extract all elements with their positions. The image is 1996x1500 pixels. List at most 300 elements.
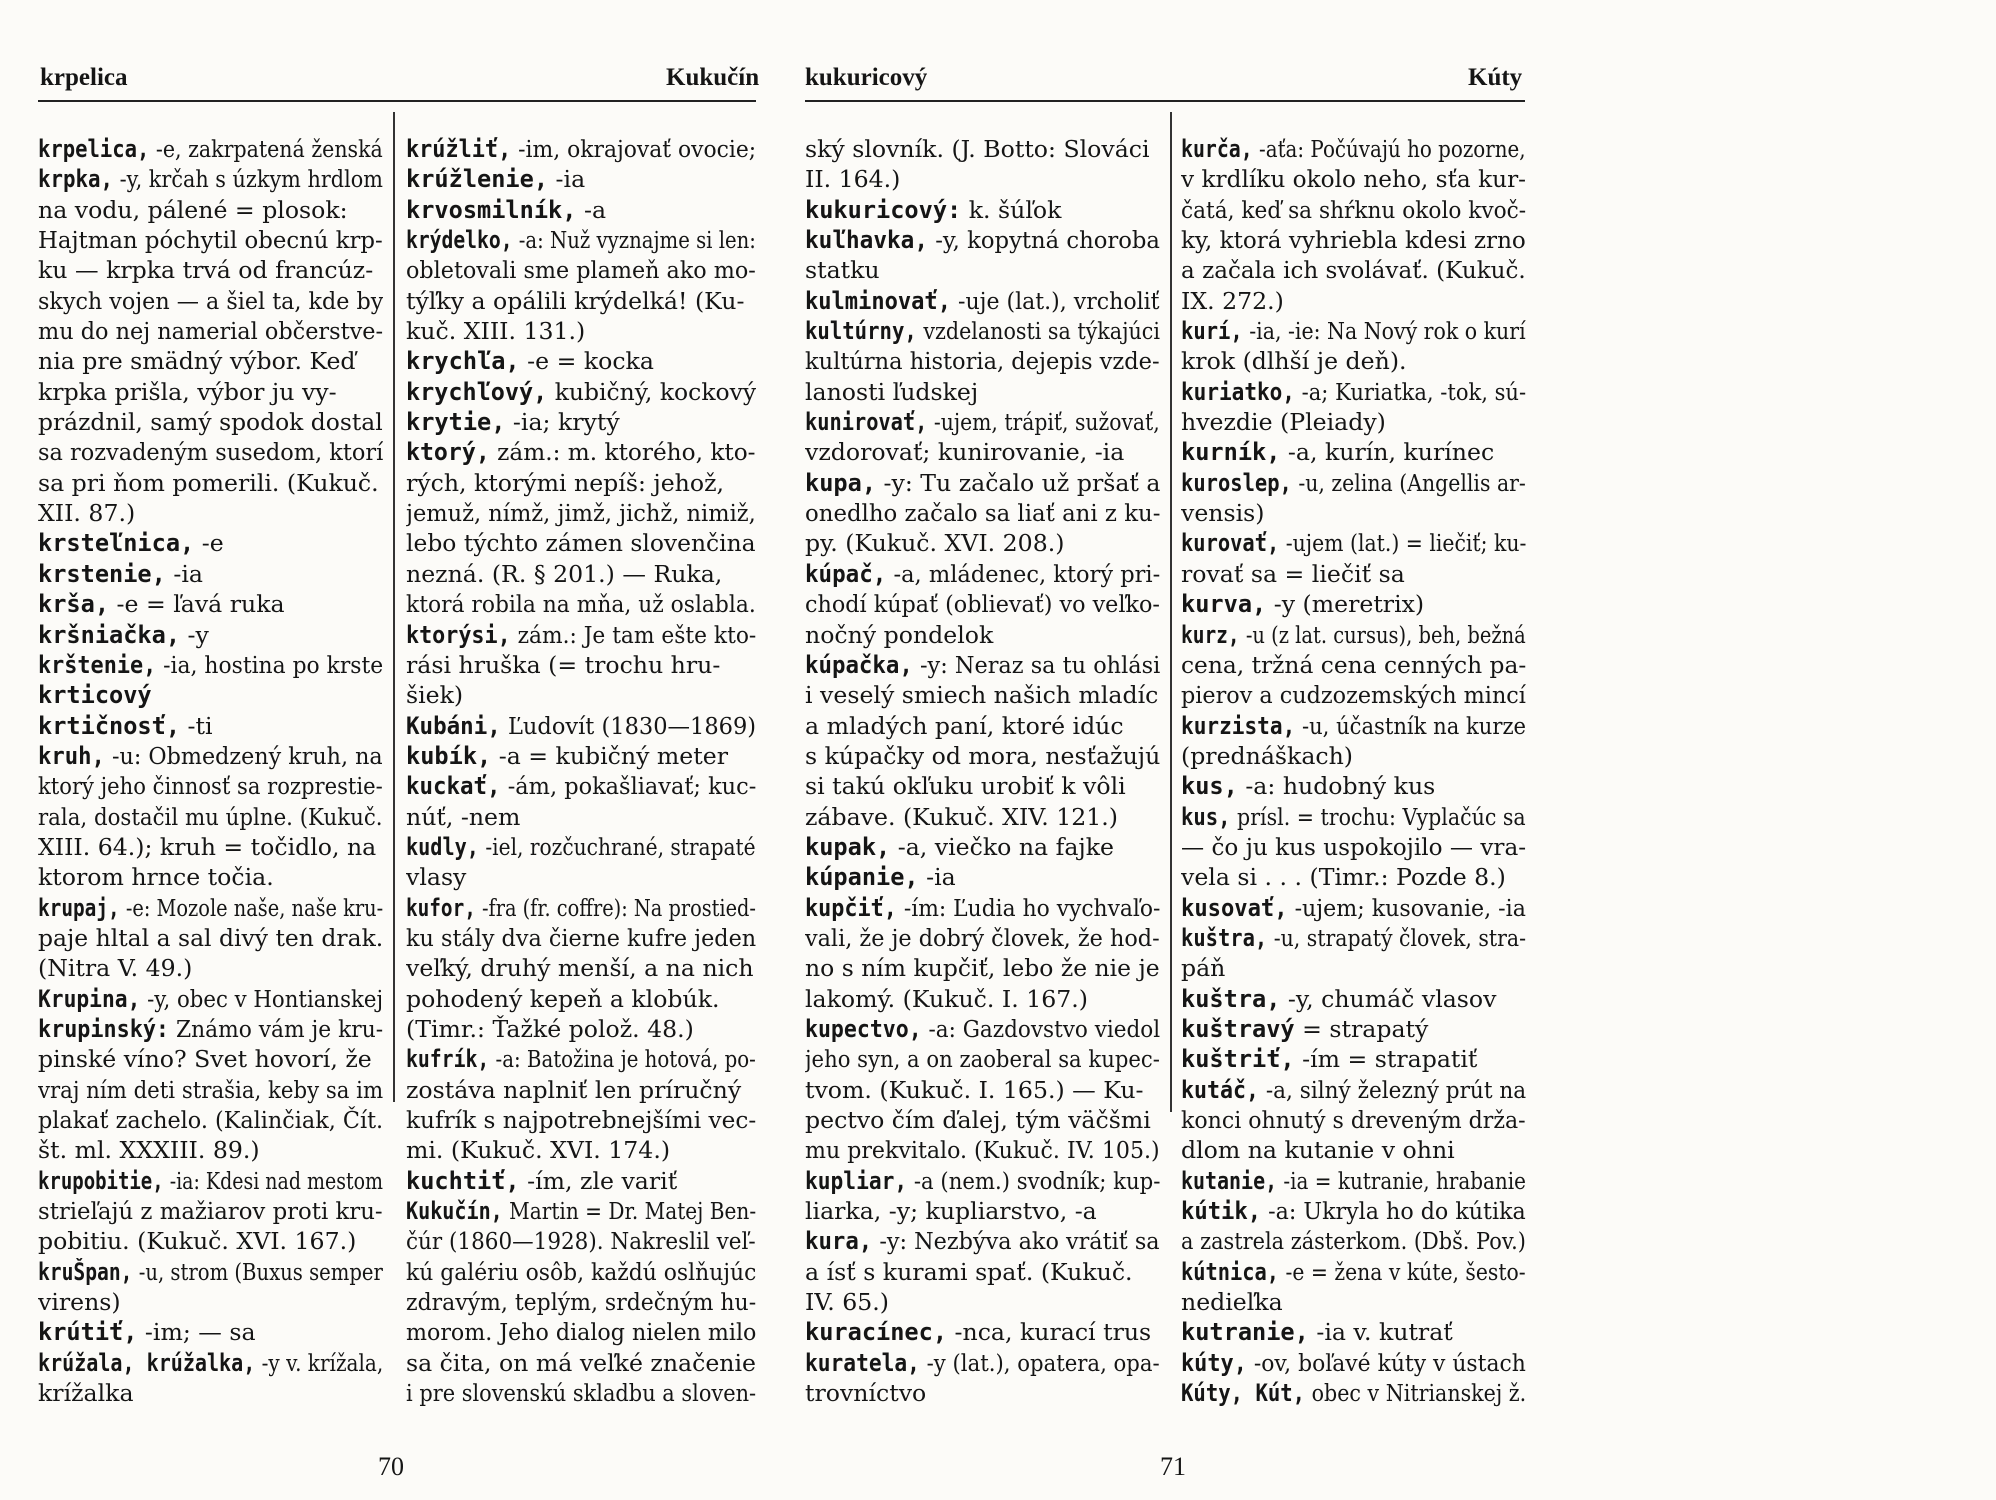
dictionary-continuation-line	[406, 1378, 756, 1408]
column-divider-right	[1170, 112, 1172, 1112]
headword: kruŠpan,	[38, 1257, 133, 1286]
dictionary-continuation-line	[38, 1075, 383, 1105]
entry-text: -y: Neraz sa tu ohlási	[912, 650, 1160, 679]
headword: kuratela,	[805, 1348, 920, 1377]
entry-text: ský slovník. (J. Botto: Slováci	[805, 135, 1150, 163]
dictionary-continuation-line	[406, 1226, 756, 1256]
dictionary-entry-line	[805, 832, 1160, 862]
dictionary-continuation-line	[805, 1196, 1160, 1226]
entry-text: -a; Kuriatka, -tok, sú-	[1294, 377, 1526, 406]
entry-text: -u, účastník na kurze	[1295, 711, 1526, 740]
dictionary-entry-line	[805, 1348, 1160, 1378]
entry-text: -uje (lat.), vrcholiť	[950, 286, 1160, 315]
entry-text: paje hltal a sal divý ten drak.	[38, 923, 383, 952]
dictionary-entry-line	[38, 1317, 383, 1347]
entry-text: statku	[805, 256, 880, 285]
dictionary-continuation-line	[805, 1075, 1160, 1105]
dictionary-entry-line	[406, 832, 756, 862]
entry-text: -u (z lat. cursus), beh, bežná	[1239, 620, 1526, 649]
entry-text: -a = kubičný meter	[491, 741, 728, 770]
entry-text: zdravým, teplým, srdečným hu-	[406, 1288, 756, 1317]
dictionary-continuation-line	[38, 346, 383, 376]
headword: krvosmilník,	[406, 195, 577, 224]
dictionary-continuation-line	[1181, 680, 1526, 710]
headword: kus,	[1181, 772, 1238, 801]
dictionary-entry-line	[38, 650, 383, 680]
dictionary-entry-line	[38, 589, 383, 619]
dictionary-continuation-line	[1181, 286, 1526, 316]
dictionary-continuation-line	[38, 407, 383, 437]
dictionary-continuation-line	[38, 802, 383, 832]
dictionary-continuation-line	[38, 1287, 383, 1317]
entry-text: prázdnil, samý spodok dostal	[38, 408, 383, 437]
dictionary-entry-line	[406, 893, 756, 923]
headword: kurník,	[1181, 438, 1281, 467]
dictionary-continuation-line	[406, 559, 756, 589]
headword: krytie,	[406, 408, 506, 437]
entry-text: -ia, hostina po krste	[156, 650, 383, 679]
entry-text: jemuž, nímž, jimž, jichž, nimiž,	[406, 499, 756, 528]
headword: kukuricový:	[805, 195, 962, 224]
dictionary-continuation-line	[805, 620, 1160, 650]
dictionary-continuation-line	[38, 832, 383, 862]
dictionary-continuation-line	[406, 1014, 756, 1044]
entry-text: nia pre smädný výbor. Keď	[38, 347, 356, 376]
dictionary-entry-line	[406, 1044, 756, 1074]
entry-text: -ia	[165, 559, 203, 588]
entry-text: -ím, zle variť	[519, 1166, 678, 1195]
entry-text: nočný pondelok	[805, 620, 994, 649]
dictionary-entry-line	[406, 437, 756, 467]
entry-text: rovať sa = liečiť sa	[1181, 559, 1405, 588]
entry-text: IV. 65.)	[805, 1288, 889, 1317]
dictionary-continuation-line	[805, 711, 1160, 741]
dictionary-continuation-line	[805, 802, 1160, 832]
headword: krša,	[38, 590, 110, 619]
entry-text: -e	[194, 529, 224, 558]
entry-text: si takú okľuku urobiť k vôli	[805, 772, 1126, 801]
dictionary-continuation-line	[38, 498, 383, 528]
dictionary-continuation-line	[406, 923, 756, 953]
dictionary-entry-line	[38, 164, 383, 194]
dictionary-continuation-line	[1181, 407, 1526, 437]
entry-text: núť, -nem	[406, 802, 521, 831]
entry-text: -e = žena v kúte, šesto-	[1279, 1257, 1526, 1286]
headword: krticový	[38, 681, 152, 710]
entry-text: -ujem, trápiť, sužovať,	[927, 408, 1160, 437]
entry-text: pectvo čím ďalej, tým väčšmi	[805, 1106, 1151, 1134]
dictionary-entry-line	[38, 1014, 383, 1044]
entry-text: = strapatý	[1294, 1014, 1429, 1043]
entry-text: -e = ľavá ruka	[109, 590, 285, 619]
entry-text: -ia, -ie: Na Nový rok o kurí	[1242, 317, 1526, 346]
dictionary-entry-line	[1181, 468, 1526, 498]
dictionary-continuation-line	[805, 953, 1160, 983]
dictionary-continuation-line	[406, 1135, 756, 1165]
headword: kuštriť,	[1181, 1045, 1295, 1074]
headword: kuštravý	[1181, 1014, 1295, 1043]
entry-text: a začala ich svolávať. (Kukuč.	[1181, 256, 1526, 285]
entry-text: -ím: Ľudia ho vychvaľo-	[896, 893, 1160, 922]
dictionary-continuation-line	[406, 1317, 756, 1347]
entry-text: -y, krčah s úzkym hrdlom	[113, 165, 383, 194]
dictionary-entry-line	[1181, 134, 1526, 164]
dictionary-continuation-line	[38, 195, 383, 225]
entry-text: zám.: m. ktorého, kto-	[489, 438, 756, 467]
dictionary-continuation-line	[406, 1075, 756, 1105]
dictionary-continuation-line	[1181, 346, 1526, 376]
dictionary-continuation-line	[805, 1378, 1160, 1408]
entry-text: krížalka	[38, 1379, 134, 1408]
headword: krpka,	[38, 165, 114, 194]
entry-text: a zastrela zásterkom. (Dbš. Pov.)	[1181, 1227, 1526, 1256]
entry-text: -u: Obmedzený kruh, na	[104, 741, 383, 770]
entry-text: kú galériu osôb, každú oslňujúc	[406, 1257, 756, 1286]
headword: krupinský:	[38, 1014, 170, 1043]
dictionary-entry-line	[1181, 377, 1526, 407]
entry-text: -y (lat.), opatera, opa-	[919, 1348, 1160, 1377]
dictionary-entry-line	[805, 468, 1160, 498]
dictionary-entry-line	[38, 528, 383, 558]
dictionary-continuation-line	[38, 862, 383, 892]
dictionary-entry-line	[406, 407, 756, 437]
headword: kura,	[805, 1227, 873, 1256]
headword: kunirovať,	[805, 408, 928, 437]
headword: kuštra,	[1181, 984, 1281, 1013]
dictionary-continuation-line	[1181, 832, 1526, 862]
left-column-2	[406, 134, 756, 1408]
entry-text: (Nitra V. 49.)	[38, 954, 193, 983]
dictionary-continuation-line	[805, 741, 1160, 771]
dictionary-continuation-line	[1181, 164, 1526, 194]
entry-text: IX. 272.)	[1181, 286, 1284, 315]
dictionary-continuation-line	[406, 984, 756, 1014]
entry-text: kubičný, kockový	[547, 377, 756, 406]
dictionary-continuation-line	[406, 1105, 756, 1135]
dictionary-continuation-line	[38, 437, 383, 467]
dictionary-continuation-line	[1181, 741, 1526, 771]
headword: krupaj,	[38, 893, 120, 922]
headword: kubík,	[406, 741, 492, 770]
entry-text: -a: Gazdovstvo viedol	[921, 1014, 1160, 1043]
headword: kuchtiť,	[406, 1166, 520, 1195]
headword: kudly,	[406, 832, 479, 861]
dictionary-entry-line	[805, 1226, 1160, 1256]
entry-text: mu prekvitalo. (Kukuč. IV. 105.)	[805, 1136, 1160, 1165]
dictionary-entry-line	[1181, 923, 1526, 953]
entry-text: vlasy	[406, 863, 467, 892]
dictionary-entry-line	[406, 377, 756, 407]
headword: kuroslep,	[1181, 468, 1292, 497]
dictionary-continuation-line	[805, 1257, 1160, 1287]
dictionary-entry-line	[1181, 1348, 1526, 1378]
entry-text: -iel, rozčuchrané, strapaté	[478, 832, 756, 861]
entry-text: i pre slovenskú skladbu a sloven-	[406, 1379, 756, 1408]
entry-text: -a (nem.) svodník; kup-	[907, 1166, 1160, 1195]
headword: kufrík,	[406, 1045, 490, 1074]
dictionary-entry-line	[38, 711, 383, 741]
headword: kus,	[1181, 802, 1231, 831]
entry-text: -u, zelina (Angellis ar-	[1291, 468, 1526, 497]
dictionary-continuation-line	[38, 286, 383, 316]
dictionary-entry-line	[805, 407, 1160, 437]
entry-text: vzdelanosti sa týkajúci	[916, 317, 1160, 346]
dictionary-continuation-line	[805, 1135, 1160, 1165]
entry-text: trovníctvo	[805, 1379, 927, 1408]
dictionary-continuation-line	[805, 1287, 1160, 1317]
entry-text: -ám, pokašliavať; kuc-	[500, 772, 756, 801]
entry-text: -a	[576, 195, 607, 224]
entry-text: -e, zakrpatená ženská	[149, 135, 383, 163]
entry-text: ktorý jeho činnosť sa rozprestie-	[38, 772, 383, 801]
entry-text: (prednáškach)	[1181, 741, 1353, 770]
entry-text: rási hruška (= trochu hru-	[406, 650, 721, 679]
entry-text: pobitiu. (Kukuč. XVI. 167.)	[38, 1227, 357, 1256]
headword: krychľa,	[406, 347, 520, 376]
headword: kurča,	[1181, 135, 1253, 163]
entry-text: obec v Nitrianskej ž.	[1305, 1379, 1526, 1408]
headword: krychľový,	[406, 377, 548, 406]
headword: Kúty, Kút,	[1181, 1379, 1306, 1408]
dictionary-entry-line	[38, 1348, 383, 1378]
entry-text: -y, obec v Hontianskej	[140, 984, 383, 1013]
dictionary-entry-line	[805, 195, 1160, 225]
dictionary-continuation-line	[805, 377, 1160, 407]
entry-text: pinské víno? Svet hovorí, že	[38, 1045, 372, 1074]
entry-text: py. (Kukuč. XVI. 208.)	[805, 529, 1065, 558]
dictionary-continuation-line	[406, 255, 756, 285]
entry-text: -u, strapatý človek, stra-	[1267, 923, 1526, 952]
entry-text: lanosti ľudskej	[805, 377, 979, 406]
dictionary-continuation-line	[1181, 650, 1526, 680]
entry-text: -a: Batožina je hotová, po-	[489, 1045, 756, 1074]
entry-text: -ujem (lat.) = liečiť; ku-	[1279, 529, 1526, 558]
dictionary-entry-line	[406, 225, 756, 255]
entry-text: k. šúľok	[961, 195, 1062, 224]
headword: Krupina,	[38, 984, 141, 1013]
dictionary-continuation-line	[805, 255, 1160, 285]
headword: kuľhavka,	[805, 226, 928, 255]
entry-text: -e: Mozole naše, naše kru-	[119, 893, 383, 922]
entry-text: -ia; krytý	[505, 408, 620, 437]
dictionary-continuation-line	[406, 1287, 756, 1317]
headword: krsteľnica,	[38, 529, 195, 558]
dictionary-continuation-line	[38, 316, 383, 346]
dictionary-continuation-line	[406, 468, 756, 498]
dictionary-continuation-line	[805, 984, 1160, 1014]
entry-text: i veselý smiech našich mladíc	[805, 681, 1159, 710]
headword: ktorý,	[406, 438, 490, 467]
dictionary-entry-line	[805, 862, 1160, 892]
entry-text: a ísť s kurami spať. (Kukuč.	[805, 1257, 1133, 1286]
headword: krstenie,	[38, 559, 166, 588]
entry-text: sa pri ňom pomerili. (Kukuč.	[38, 468, 379, 497]
dictionary-entry-line	[38, 134, 383, 164]
right-running-head-right: Kúty	[1468, 64, 1523, 91]
dictionary-entry-line	[38, 559, 383, 589]
entry-text: -y, kopytná choroba	[927, 226, 1160, 255]
dictionary-continuation-line	[1181, 225, 1526, 255]
dictionary-entry-line	[805, 1014, 1160, 1044]
dictionary-continuation-line	[1181, 1135, 1526, 1165]
entry-text: -a: hudobný kus	[1237, 772, 1436, 801]
entry-text: -a, mládenec, ktorý pri-	[886, 559, 1160, 588]
dictionary-continuation-line	[1181, 1287, 1526, 1317]
dictionary-continuation-line	[1181, 1105, 1526, 1135]
dictionary-entry-line	[805, 893, 1160, 923]
entry-text: onedlho začalo sa liať ani z ku-	[805, 499, 1160, 528]
headword: kuriatko,	[1181, 377, 1295, 406]
dictionary-continuation-line	[805, 437, 1160, 467]
dictionary-continuation-line	[805, 923, 1160, 953]
headword: kutáč,	[1181, 1075, 1259, 1104]
dictionary-continuation-line	[1181, 195, 1526, 225]
dictionary-continuation-line	[406, 802, 756, 832]
entry-text: ku stály dva čierne kufre jeden	[406, 923, 756, 952]
headword: krupobitie,	[38, 1166, 164, 1195]
column-divider-left	[393, 112, 395, 1102]
headword: kúty,	[1181, 1348, 1247, 1377]
headword: krúžala, krúžalka,	[38, 1348, 256, 1377]
headword: kuracínec,	[805, 1318, 948, 1347]
dictionary-continuation-line	[1181, 953, 1526, 983]
entry-text: mu do nej namerial občerstve-	[38, 317, 383, 346]
dictionary-continuation-line	[1181, 862, 1526, 892]
dictionary-continuation-line	[805, 589, 1160, 619]
entry-text: mi. (Kukuč. XVI. 174.)	[406, 1136, 671, 1165]
dictionary-continuation-line	[406, 862, 756, 892]
headword: kupa,	[805, 468, 877, 497]
dictionary-continuation-line	[38, 468, 383, 498]
right-header-rule	[805, 100, 1525, 102]
dictionary-continuation-line	[38, 1196, 383, 1226]
entry-text: II. 164.)	[805, 165, 901, 194]
headword: kultúrny,	[805, 317, 917, 346]
entry-text: XII. 87.)	[38, 499, 136, 528]
entry-text: na vodu, pálené = plosok:	[38, 195, 348, 224]
headword: kútnica,	[1181, 1257, 1280, 1286]
entry-text: pierov a cudzozemských mincí	[1181, 681, 1526, 710]
dictionary-continuation-line	[38, 953, 383, 983]
entry-text: zostáva naplniť len príručný	[406, 1075, 742, 1104]
headword: kufor,	[406, 893, 476, 922]
right-column-1	[805, 134, 1160, 1408]
dictionary-continuation-line	[805, 498, 1160, 528]
dictionary-continuation-line	[805, 680, 1160, 710]
entry-text: čatá, keď sa shŕknu okolo kvoč-	[1181, 195, 1526, 224]
entry-text: -nca, kurací trus	[947, 1318, 1152, 1347]
entry-text: -a, silný železný prút na	[1258, 1075, 1526, 1104]
entry-text: vzdorovať; kunirovanie, -ia	[805, 438, 1125, 467]
dictionary-continuation-line	[805, 771, 1160, 801]
headword: krýdelko,	[406, 226, 513, 255]
dictionary-continuation-line	[1181, 255, 1526, 285]
headword: krtičnosť,	[38, 711, 181, 740]
dictionary-continuation-line	[1181, 1226, 1526, 1256]
entry-text: virens)	[38, 1288, 121, 1317]
dictionary-entry-line	[38, 620, 383, 650]
dictionary-continuation-line	[805, 1044, 1160, 1074]
dictionary-entry-line	[1181, 1166, 1526, 1196]
entry-text: -ia = kutranie, hrabanie	[1277, 1166, 1526, 1195]
entry-text: -ia	[548, 165, 586, 194]
entry-text: obletovali sme plameň ako mo-	[406, 256, 756, 285]
entry-text: -im; — sa	[137, 1318, 256, 1347]
headword: krúžliť,	[406, 135, 512, 163]
dictionary-entry-line	[406, 346, 756, 376]
headword: kurva,	[1181, 590, 1267, 619]
entry-text: -ia	[918, 863, 956, 892]
entry-text: a mladých paní, ktoré idúc	[805, 711, 1124, 740]
dictionary-entry-line	[1181, 711, 1526, 741]
entry-text: tvom. (Kukuč. I. 165.) — Ku-	[805, 1075, 1144, 1104]
dictionary-continuation-line	[406, 528, 756, 558]
entry-text: -fra (fr. coffre): Na prostied-	[475, 893, 756, 922]
dictionary-entry-line	[406, 1196, 756, 1226]
entry-text: prísl. = trochu: Vyplačúc sa	[1230, 802, 1526, 831]
dictionary-entry-line	[406, 164, 756, 194]
headword: kupčiť,	[805, 893, 897, 922]
dictionary-entry-line	[1181, 893, 1526, 923]
dictionary-continuation-line	[1181, 559, 1526, 589]
dictionary-entry-line	[1181, 1378, 1526, 1408]
entry-text: zábave. (Kukuč. XIV. 121.)	[805, 802, 1118, 831]
dictionary-entry-line	[1181, 1257, 1526, 1287]
entry-text: -y, chumáč vlasov	[1280, 984, 1497, 1013]
dictionary-entry-line	[1181, 316, 1526, 346]
dictionary-entry-line	[406, 134, 756, 164]
entry-text: liarka, -y; kupliarstvo, -a	[805, 1197, 1097, 1226]
entry-text: ktorom hrnce točia.	[38, 863, 274, 892]
headword: kuštra,	[1181, 923, 1268, 952]
dictionary-continuation-line	[406, 650, 756, 680]
entry-text: zám.: Je tam ešte kto-	[510, 620, 756, 649]
entry-text: Hajtman póchytil obecnú krp-	[38, 226, 383, 255]
dictionary-continuation-line	[406, 498, 756, 528]
entry-text: -ujem; kusovanie, -ia	[1287, 893, 1526, 922]
headword: kutranie,	[1181, 1318, 1309, 1347]
dictionary-entry-line	[38, 893, 383, 923]
dictionary-entry-line	[38, 741, 383, 771]
headword: kupak,	[805, 832, 891, 861]
entry-text: krok (dlhší je deň).	[1181, 347, 1407, 376]
entry-text: -y: Tu začalo už pršať a	[876, 468, 1160, 497]
dictionary-entry-line	[406, 711, 756, 741]
entry-text: kultúrna historia, dejepis vzde-	[805, 347, 1160, 376]
dictionary-entry-line	[38, 984, 383, 1014]
dictionary-entry-line	[1181, 528, 1526, 558]
entry-text: vraj ním deti strašia, keby sa im	[38, 1075, 383, 1104]
entry-text: šiek)	[406, 681, 464, 710]
entry-text: -ov, boľavé kúty v ústach	[1246, 1348, 1526, 1377]
entry-text: chodí kúpať (oblievať) vo veľko-	[805, 590, 1160, 619]
dictionary-entry-line	[1181, 984, 1526, 1014]
entry-text: -u, strom (Buxus semper	[132, 1257, 383, 1286]
entry-text: -y (meretrix)	[1266, 590, 1425, 619]
dictionary-entry-line	[406, 195, 756, 225]
dictionary-entry-line	[1181, 620, 1526, 650]
dictionary-continuation-line	[805, 346, 1160, 376]
entry-text: lebo týchto zámen slovenčina	[406, 529, 756, 558]
dictionary-entry-line	[805, 559, 1160, 589]
entry-text: št. ml. XXXIII. 89.)	[38, 1136, 260, 1165]
dictionary-continuation-line	[805, 528, 1160, 558]
entry-text: Ľudovít (1830—1869)	[500, 711, 756, 740]
dictionary-entry-line	[1181, 589, 1526, 619]
dictionary-continuation-line	[406, 316, 756, 346]
dictionary-entry-line	[38, 1257, 383, 1287]
entry-text: -aťa: Počúvajú ho pozorne,	[1252, 135, 1526, 163]
